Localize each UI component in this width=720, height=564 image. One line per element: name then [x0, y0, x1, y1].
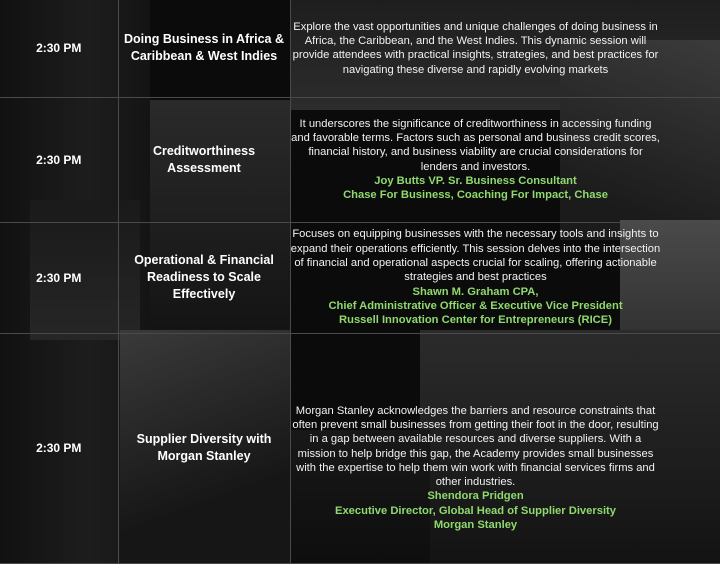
session-row — [0, 333, 720, 563]
speaker-name: Joy Butts VP. Sr. Business Consultant — [374, 174, 577, 187]
speaker-affiliation: Russell Innovation Center for Entrepreneurs (RICE) — [339, 314, 612, 327]
session-time: 2:30 PM — [0, 333, 118, 563]
session-description: Morgan Stanley acknowledges the barriers and resource constraints that often prevent small businesses from getting their foot in the door, resulting in a gap between available resources and diverse suppliers. With a mission to help bridge this gap, the Academy provides small businesses with the expertise to help them win work with financial services firms and other industries. Shendora Pridgen Executive Director, Global Head of Supplier Diversity Morgan Stanley — [290, 333, 720, 563]
speaker-title: Executive Director, Global Head of Supplier Diversity — [334, 504, 617, 517]
session-description: Focuses on equipping businesses with the necessary tools and insights to expand their operations efficiently. This session delves into the intersection of financial and operational aspects crucial for scaling, offering actionable strategies and best practices Shawn M. Graham CPA, Chief Administrative Officer & Executive Vice President Russell Innovation Center for Entrepreneurs (RICE) — [290, 222, 720, 333]
session-row — [0, 222, 720, 333]
speaker-name: Shawn M. Graham CPA, — [412, 285, 539, 298]
session-description: It underscores the significance of creditworthiness in accessing funding and favorable terms. Factors such as personal and business credit scores, financial history, and business viability are crucial considerations for lenders and investors. Joy Butts VP. Sr. Business Consultant Chase For Business, Coaching For Impact, Chase — [290, 97, 720, 222]
session-title: Creditworthiness Assessment — [118, 97, 290, 222]
session-time: 2:30 PM — [0, 97, 118, 222]
speaker-affiliation: Morgan Stanley — [433, 519, 518, 532]
session-row — [0, 97, 720, 222]
session-title: Operational & Financial Readiness to Scale Effectively — [118, 222, 290, 333]
speaker-affiliation: Chase For Business, Coaching For Impact, Chase — [343, 189, 608, 202]
session-row — [0, 0, 720, 97]
session-title: Supplier Diversity with Morgan Stanley — [118, 333, 290, 563]
session-time: 2:30 PM — [0, 222, 118, 333]
speaker-name: Shendora Pridgen — [427, 490, 524, 503]
speaker-title: Chief Administrative Officer & Executive Vice President — [328, 299, 623, 312]
session-description: Explore the vast opportunities and unique challenges of doing business in Africa, the Caribbean, and the West Indies. This dynamic session will provide attendees with practical insights, strategies, and best practices for navigating these diverse and rapidly evolving markets — [290, 0, 720, 97]
session-title: Doing Business in Africa & Caribbean & West Indies — [118, 0, 290, 97]
session-time: 2:30 PM — [0, 0, 118, 97]
